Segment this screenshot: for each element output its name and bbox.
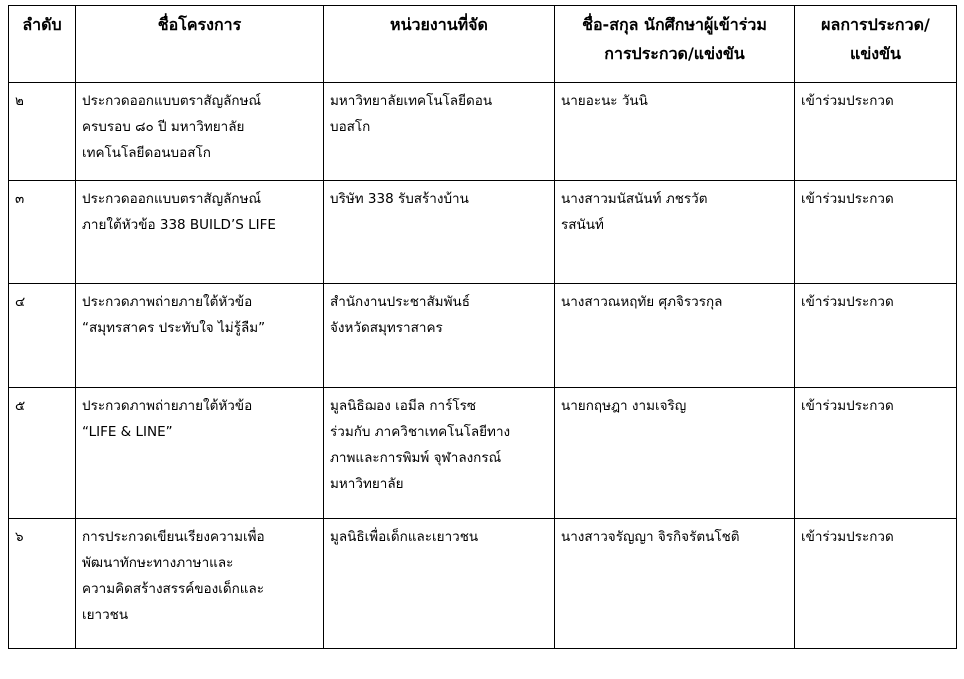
header-text: การประกวด/แข่งขัน	[604, 44, 745, 63]
header-text: ชื่อ-สกุล นักศึกษาผู้เข้าร่วม	[582, 15, 767, 34]
cell-project: ประกวดออกแบบตราสัญลักษณ์ ครบรอบ ๘๐ ปี มหาวิทยาลัย เทคโนโลยีดอนบอสโก	[76, 83, 324, 181]
cell-participant: นายกฤษฎา งามเจริญ	[555, 388, 795, 519]
header-text: ผลการประกวด/	[821, 15, 930, 34]
competition-table	[8, 5, 957, 649]
header-participant	[555, 6, 795, 83]
cell-organizer: มูลนิธิฌอง เอมีล การ์โรซ ร่วมกับ ภาควิชาเทคโนโลยีทาง ภาพและการพิมพ์ จุฬาลงกรณ์ มหาวิทยาลัย	[324, 388, 555, 519]
cell-organizer: มหาวิทยาลัยเทคโนโลยีดอน บอสโก	[324, 83, 555, 181]
cell-order: ๕	[9, 388, 76, 519]
cell-participant: นางสาวจรัญญา จิรกิจรัตนโชติ	[555, 519, 795, 649]
cell-order: ๒	[9, 83, 76, 181]
cell-project: ประกวดภาพถ่ายภายใต้หัวข้อ “LIFE & LINE”	[76, 388, 324, 519]
cell-result: เข้าร่วมประกวด	[795, 181, 957, 284]
header-result	[795, 6, 957, 83]
cell-result: เข้าร่วมประกวด	[795, 388, 957, 519]
cell-result: เข้าร่วมประกวด	[795, 519, 957, 649]
cell-organizer: มูลนิธิเพื่อเด็กและเยาวชน	[324, 519, 555, 649]
table-row	[9, 284, 957, 388]
cell-organizer: สำนักงานประชาสัมพันธ์ จังหวัดสมุทราสาคร	[324, 284, 555, 388]
table-row	[9, 519, 957, 649]
cell-result: เข้าร่วมประกวด	[795, 83, 957, 181]
header-text: แข่งขัน	[850, 44, 901, 63]
cell-order: ๖	[9, 519, 76, 649]
header-text: หน่วยงานที่จัด	[390, 15, 488, 34]
header-text: ชื่อโครงการ	[157, 15, 242, 34]
cell-order: ๔	[9, 284, 76, 388]
cell-project: การประกวดเขียนเรียงความเพื่อ พัฒนาทักษะทางภาษาและ ความคิดสร้างสรรค์ของเด็กและ เยาวชน	[76, 519, 324, 649]
cell-order: ๓	[9, 181, 76, 284]
table-row	[9, 83, 957, 181]
document-page	[8, 5, 957, 649]
cell-project: ประกวดออกแบบตราสัญลักษณ์ ภายใต้หัวข้อ 338 BUILD’S LIFE	[76, 181, 324, 284]
header-organizer	[324, 6, 555, 83]
header-order	[9, 6, 76, 83]
header-row	[9, 6, 957, 83]
cell-project: ประกวดภาพถ่ายภายใต้หัวข้อ “สมุทรสาคร ประทับใจ ไม่รู้ลืม”	[76, 284, 324, 388]
cell-result: เข้าร่วมประกวด	[795, 284, 957, 388]
cell-participant: นางสาวมนัสนันท์ ภชรวัต รสนันท์	[555, 181, 795, 284]
header-text: ลำดับ	[22, 15, 62, 34]
cell-participant: นางสาวณหฤทัย ศุภจิรวรกุล	[555, 284, 795, 388]
cell-participant: นายอะนะ วันนิ	[555, 83, 795, 181]
table-row	[9, 181, 957, 284]
cell-organizer: บริษัท 338 รับสร้างบ้าน	[324, 181, 555, 284]
header-project	[76, 6, 324, 83]
table-row	[9, 388, 957, 519]
